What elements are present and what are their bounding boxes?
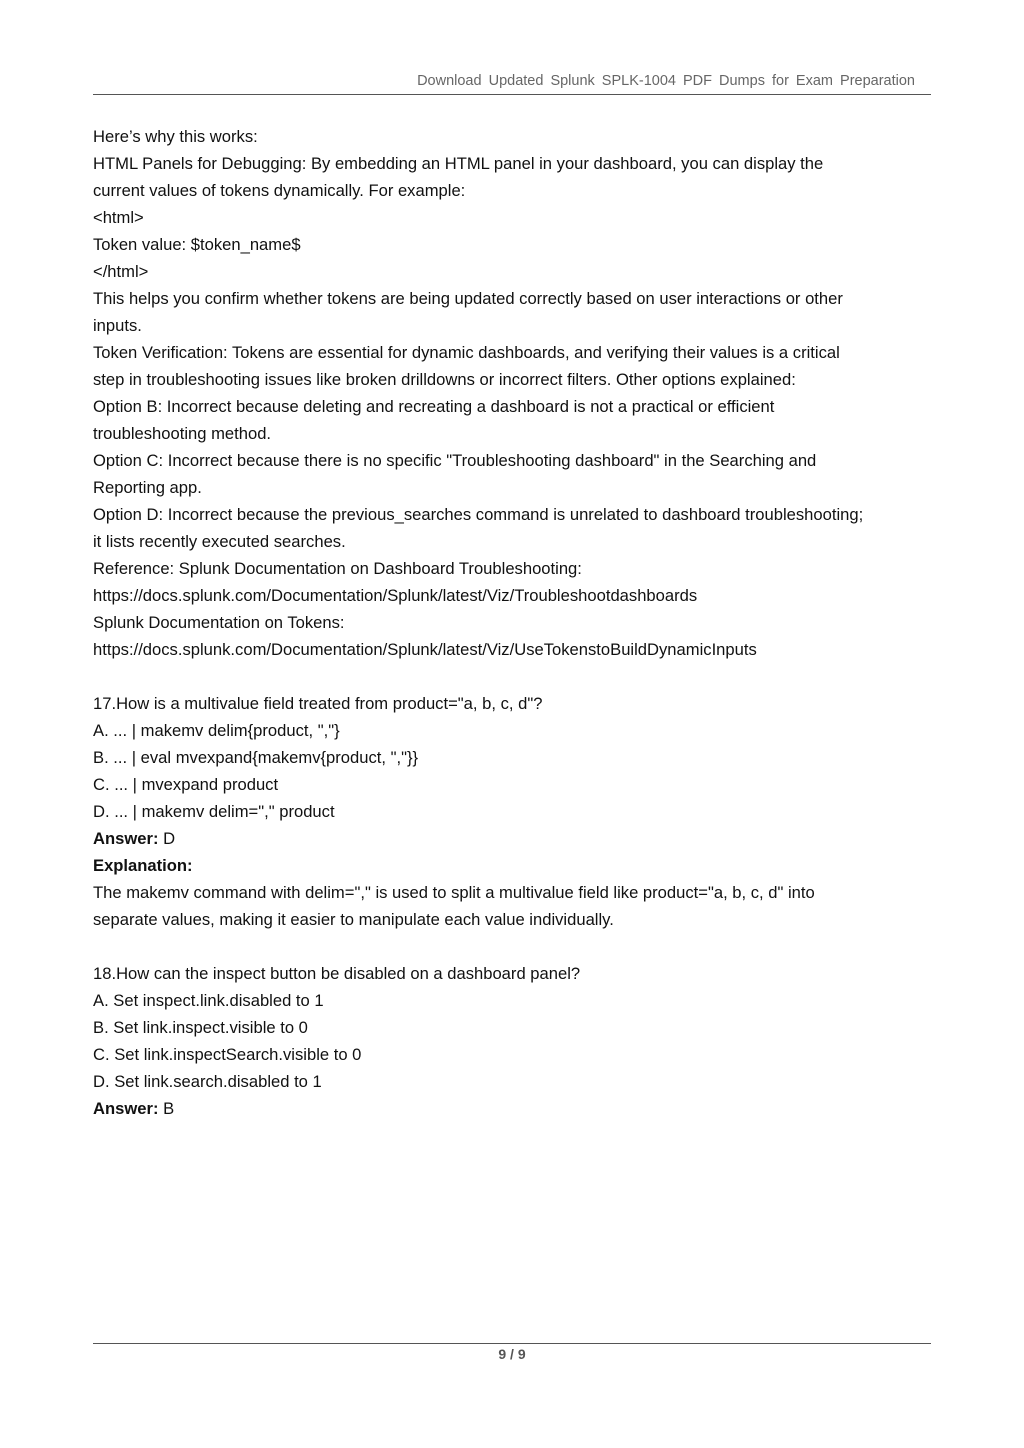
explanation-line: Token value: $token_name$ [93, 235, 301, 254]
spacer [93, 663, 938, 690]
explanation-line: inputs. [93, 316, 142, 335]
answer-value: D [163, 829, 176, 848]
explanation-label: Explanation: [93, 856, 193, 875]
explanation-line: https://docs.splunk.com/Documentation/Splunk/latest/Viz/Troubleshootdashboards [93, 586, 698, 605]
explanation-line: Option D: Incorrect because the previous_searches command is unrelated to dashboard troubleshooting; [93, 505, 864, 524]
option-b: B. Set link.inspect.visible to 0 [93, 1018, 308, 1037]
option-c: C. ... | mvexpand product [93, 775, 279, 794]
answer-line [93, 825, 938, 852]
explanation-line: Option C: Incorrect because there is no specific "Troubleshooting dashboard" in the Searching and [93, 451, 817, 470]
explanation-line: <html> [93, 208, 144, 227]
answer-label: Answer: [93, 829, 159, 848]
explanation-line: Option B: Incorrect because deleting and recreating a dashboard is not a practical or efficient [93, 397, 775, 416]
explanation-text: The makemv command with delim="," is used to split a multivalue field like product="a, b, c, d" into [93, 883, 815, 902]
explanation-line: it lists recently executed searches. [93, 532, 346, 551]
option-a: A. ... | makemv delim{product, ","} [93, 721, 340, 740]
explanation-line: Reporting app. [93, 478, 202, 497]
question-text: 17.How is a multivalue field treated from product="a, b, c, d"? [93, 694, 543, 713]
explanation-line: current values of tokens dynamically. For example: [93, 181, 466, 200]
page-number: 9 / 9 [498, 1346, 526, 1362]
explanation-block [93, 123, 938, 663]
page-content [93, 123, 938, 1122]
option-d: D. Set link.search.disabled to 1 [93, 1072, 322, 1091]
explanation-line: This helps you confirm whether tokens are being updated correctly based on user interactions or other [93, 289, 843, 308]
explanation-line: Here’s why this works: [93, 127, 258, 146]
question-18 [93, 960, 938, 1122]
spacer [93, 933, 938, 960]
explanation-line: troubleshooting method. [93, 424, 272, 443]
footer-divider [93, 1343, 931, 1344]
question-text: 18.How can the inspect button be disabled on a dashboard panel? [93, 964, 581, 983]
option-b: B. ... | eval mvexpand{makemv{product, ","}} [93, 748, 419, 767]
explanation-line: Reference: Splunk Documentation on Dashboard Troubleshooting: [93, 559, 582, 578]
explanation-line: Token Verification: Tokens are essential for dynamic dashboards, and verifying their values is a critical [93, 343, 840, 362]
answer-line [93, 1095, 938, 1122]
option-a: A. Set inspect.link.disabled to 1 [93, 991, 324, 1010]
explanation-text: separate values, making it easier to manipulate each value individually. [93, 910, 614, 929]
explanation-line: </html> [93, 262, 149, 281]
explanation-line: step in troubleshooting issues like broken drilldowns or incorrect filters. Other options explained: [93, 370, 796, 389]
answer-label: Answer: [93, 1099, 159, 1118]
header-title: Download Updated Splunk SPLK-1004 PDF Dumps for Exam Preparation [417, 73, 915, 89]
question-17 [93, 690, 938, 933]
explanation-line: https://docs.splunk.com/Documentation/Splunk/latest/Viz/UseTokenstoBuildDynamicInputs [93, 640, 757, 659]
explanation-line: HTML Panels for Debugging: By embedding an HTML panel in your dashboard, you can display the [93, 154, 824, 173]
option-c: C. Set link.inspectSearch.visible to 0 [93, 1045, 362, 1064]
page-header [93, 70, 931, 95]
option-d: D. ... | makemv delim="," product [93, 802, 335, 821]
answer-value: B [163, 1099, 175, 1118]
explanation-line: Splunk Documentation on Tokens: [93, 613, 345, 632]
